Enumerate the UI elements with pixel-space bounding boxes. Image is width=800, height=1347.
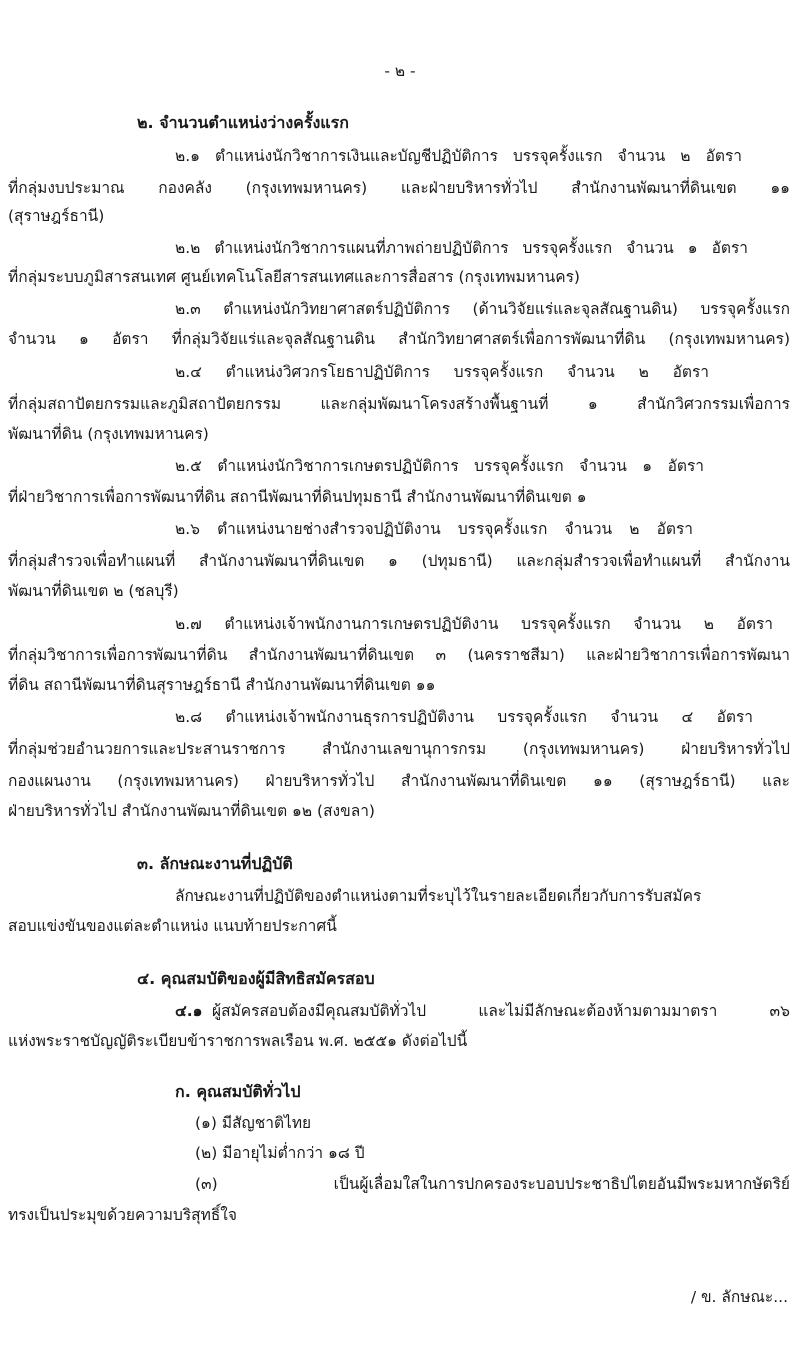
item-2-5-line-2: ที่ฝ่ายวิชาการเพื่อการพัฒนาที่ดิน สถานีพัฒนาที่ดินปทุมธานี สำนักงานพัฒนาที่ดินเขต ๑	[8, 488, 587, 506]
item-2-4-line-1: ๒.๔ ตำแหน่งวิศวกรโยธาปฏิบัติการ บรรจุครั้งแรก จำนวน ๒ อัตรา	[175, 363, 709, 381]
qualification-item-2: (๒) มีอายุไม่ต่ำกว่า ๑๘ ปี	[195, 1144, 365, 1162]
qualification-item-3-line-2: ทรงเป็นประมุขด้วยความบริสุทธิ์ใจ	[8, 1206, 237, 1224]
item-4-1-number: ๔.๑	[175, 1002, 203, 1020]
section-3-heading: ๓. ลักษณะงานที่ปฏิบัติ	[137, 854, 293, 873]
item-2-7-line-3: ที่ดิน สถานีพัฒนาที่ดินสุราษฎร์ธานี สำนักงานพัฒนาที่ดินเขต ๑๑	[8, 676, 436, 694]
item-2-1-line-1: ๒.๑ ตำแหน่งนักวิชาการเงินและบัญชีปฏิบัติการ บรรจุครั้งแรก จำนวน ๒ อัตรา	[175, 147, 742, 165]
item-2-3-line-1: ๒.๓ ตำแหน่งนักวิทยาศาสตร์ปฏิบัติการ (ด้านวิจัยแร่และจุลสัณฐานดิน) บรรจุครั้งแรก	[175, 300, 790, 318]
item-2-6-line-3: พัฒนาที่ดินเขต ๒ (ชลบุรี)	[8, 582, 179, 600]
item-2-4-line-3: พัฒนาที่ดิน (กรุงเทพมหานคร)	[8, 425, 209, 443]
item-2-6-line-1: ๒.๖ ตำแหน่งนายช่างสำรวจปฏิบัติงาน บรรจุครั้งแรก จำนวน ๒ อัตรา	[175, 520, 693, 538]
item-2-6-line-2: ที่กลุ่มสำรวจเพื่อทำแผนที่ สำนักงานพัฒนาที่ดินเขต ๑ (ปทุมธานี) และกลุ่มสำรวจเพื่อทำแผนที่ สำนักงาน	[8, 552, 790, 570]
page-number: - ๒ -	[384, 62, 416, 80]
item-2-1-line-2: ที่กลุ่มงบประมาณ กองคลัง (กรุงเทพมหานคร) และฝ่ายบริหารทั่วไป สำนักงานพัฒนาที่ดินเขต ๑๑	[8, 179, 790, 197]
qualification-item-3-line-1: (๓) เป็นผู้เลื่อมใสในการปกครองระบอบประชาธิปไตยอันมีพระมหากษัตริย์	[195, 1175, 790, 1193]
item-2-8-line-3: กองแผนงาน (กรุงเทพมหานคร) ฝ่ายบริหารทั่วไป สำนักงานพัฒนาที่ดินเขต ๑๑ (สุราษฎร์ธานี) และ	[8, 772, 790, 790]
item-2-2-line-1: ๒.๒ ตำแหน่งนักวิชาการแผนที่ภาพถ่ายปฏิบัติการ บรรจุครั้งแรก จำนวน ๑ อัตรา	[175, 239, 748, 257]
item-2-5-line-1: ๒.๕ ตำแหน่งนักวิชาการเกษตรปฏิบัติการ บรรจุครั้งแรก จำนวน ๑ อัตรา	[175, 457, 704, 475]
continuation-footer: / ข. ลักษณะ...	[690, 1288, 788, 1306]
item-2-8-line-4: ฝ่ายบริหารทั่วไป สำนักงานพัฒนาที่ดินเขต ๑๒ (สงขลา)	[8, 802, 375, 820]
item-2-7-line-1: ๒.๗ ตำแหน่งเจ้าพนักงานการเกษตรปฏิบัติงาน บรรจุครั้งแรก จำนวน ๒ อัตรา	[175, 615, 773, 633]
item-4-1-line-2: แห่งพระราชบัญญัติระเบียบข้าราชการพลเรือน พ.ศ. ๒๕๕๑ ดังต่อไปนี้	[8, 1032, 468, 1050]
item-2-8-line-2: ที่กลุ่มช่วยอำนวยการและประสานราชการ สำนักงานเลขานุการกรม (กรุงเทพมหานคร) ฝ่ายบริหารทั่วไป	[8, 740, 790, 758]
qualification-item-1: (๑) มีสัญชาติไทย	[195, 1114, 312, 1132]
item-2-8-line-1: ๒.๘ ตำแหน่งเจ้าพนักงานธุรการปฏิบัติงาน บรรจุครั้งแรก จำนวน ๔ อัตรา	[175, 708, 753, 726]
section-3-line-1: ลักษณะงานที่ปฏิบัติของตำแหน่งตามที่ระบุไว้ในรายละเอียดเกี่ยวกับการรับสมัคร	[175, 887, 702, 905]
item-2-1-line-3: (สุราษฎร์ธานี)	[8, 207, 105, 225]
section-4-heading: ๔. คุณสมบัติของผู้มีสิทธิสมัครสอบ	[137, 969, 375, 988]
item-2-2-line-2: ที่กลุ่มระบบภูมิสารสนเทศ ศูนย์เทคโนโลยีสารสนเทศและการสื่อสาร (กรุงเทพมหานคร)	[8, 268, 580, 286]
sub-heading-general-qualifications: ก. คุณสมบัติทั่วไป	[175, 1082, 301, 1101]
item-2-3-line-2: จำนวน ๑ อัตรา ที่กลุ่มวิจัยแร่และจุลสัณฐานดิน สำนักวิทยาศาสตร์เพื่อการพัฒนาที่ดิน (กรุงเทพมหานคร)	[8, 330, 790, 348]
item-2-4-line-2: ที่กลุ่มสถาปัตยกรรมและภูมิสถาปัตยกรรม และกลุ่มพัฒนาโครงสร้างพื้นฐานที่ ๑ สำนักวิศวกรรมเพื่อการ	[8, 395, 790, 413]
item-4-1-line-1: ผู้สมัครสอบต้องมีคุณสมบัติทั่วไป และไม่มีลักษณะต้องห้ามตามมาตรา ๓๖	[212, 1002, 790, 1020]
section-3-line-2: สอบแข่งขันของแต่ละตำแหน่ง แนบท้ายประกาศนี้	[8, 917, 337, 935]
section-2-heading: ๒. จำนวนตำแหน่งว่างครั้งแรก	[137, 113, 349, 132]
item-2-7-line-2: ที่กลุ่มวิชาการเพื่อการพัฒนาที่ดิน สำนักงานพัฒนาที่ดินเขต ๓ (นครราชสีมา) และฝ่ายวิชาการเพื่อการพัฒนา	[8, 646, 790, 664]
